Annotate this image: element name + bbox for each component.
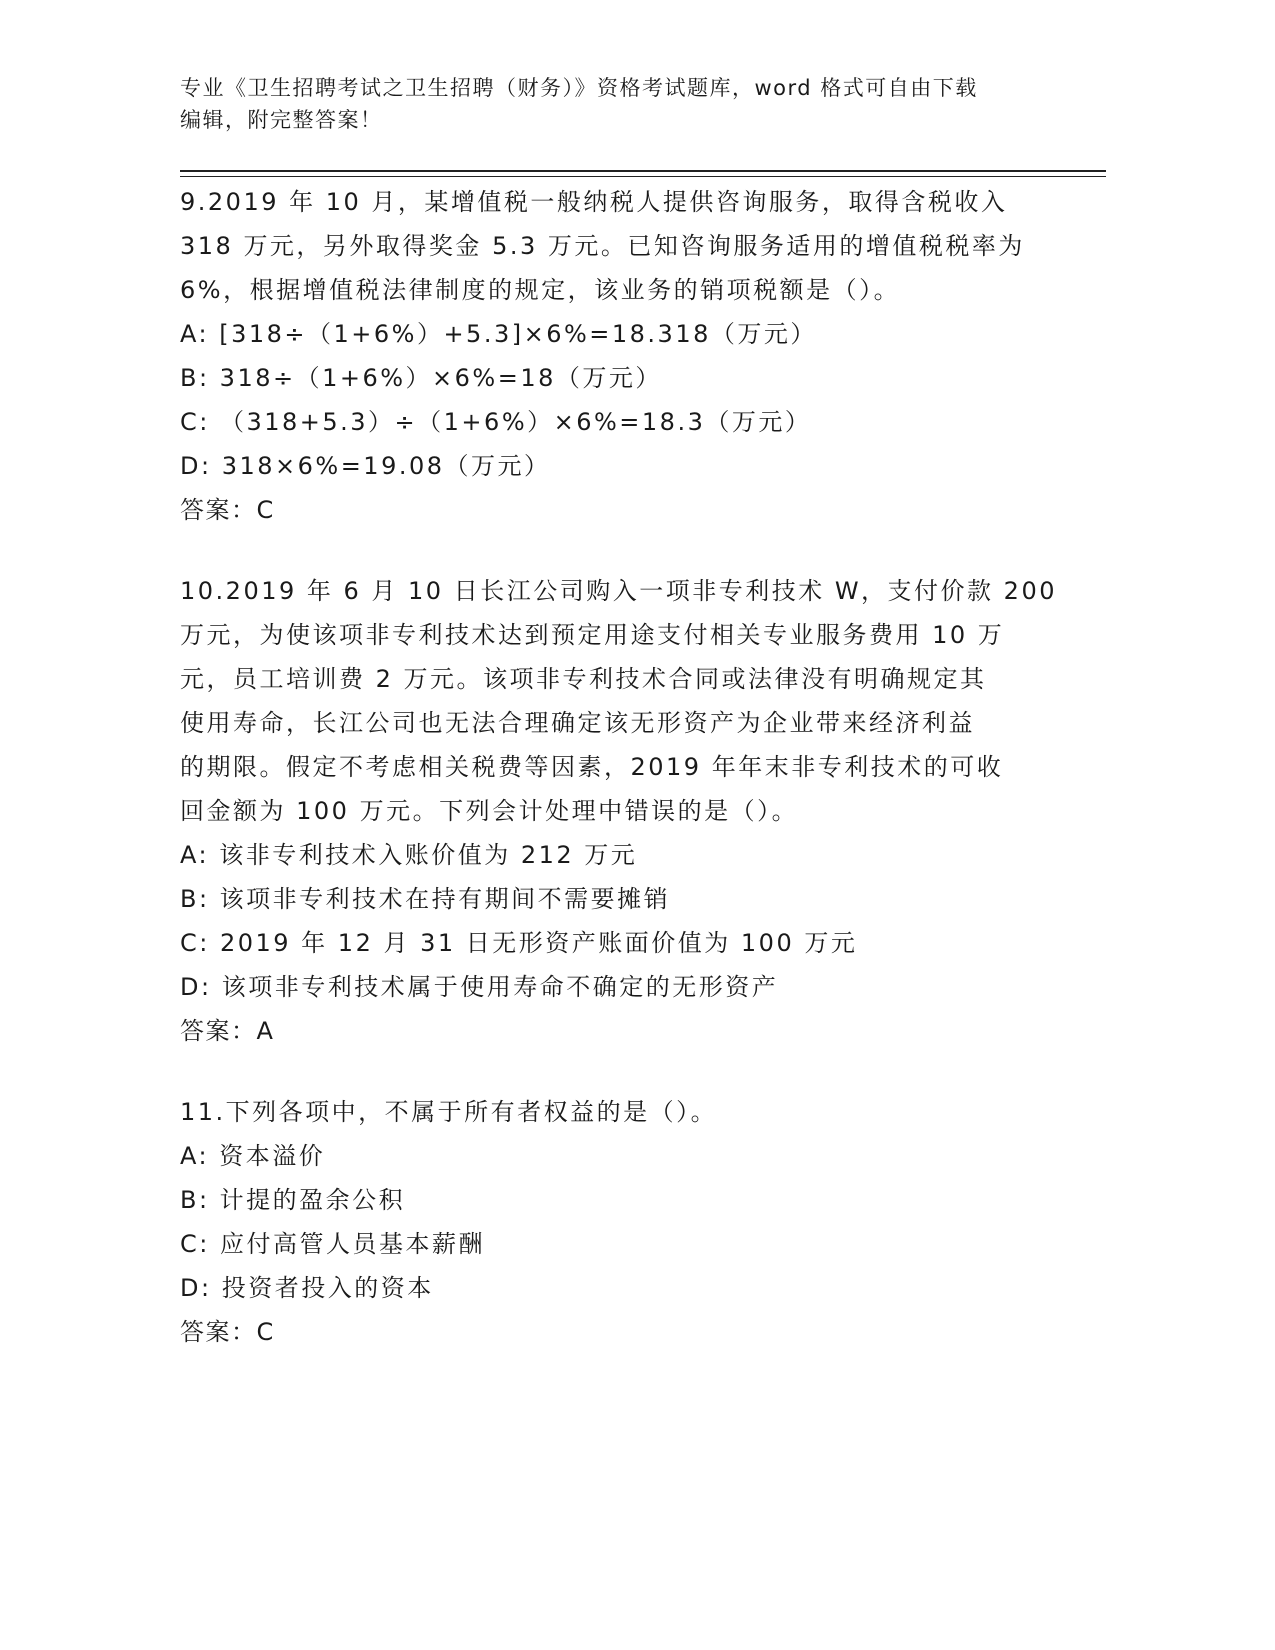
option-c: C: 2019 年 12 月 31 日无形资产账面价值为 100 万元 — [180, 929, 858, 957]
answer-line: 答案：C — [180, 496, 275, 524]
answer-line: 答案：A — [180, 1017, 275, 1045]
question-11 — [180, 1090, 1060, 1354]
option-d: D: 该项非专利技术属于使用寿命不确定的无形资产 — [180, 973, 779, 1001]
question-list — [180, 180, 1060, 1391]
question-stem-line: 万元，为使该项非专利技术达到预定用途支付相关专业服务费用 10 万 — [180, 621, 1005, 649]
question-stem-line: 元，员工培训费 2 万元。该项非专利技术合同或法律没有明确规定其 — [180, 665, 987, 693]
option-d: D: 投资者投入的资本 — [180, 1274, 434, 1302]
header-rule-thick — [180, 170, 1106, 172]
option-d: D: 318×6%=19.08（万元） — [180, 452, 551, 480]
option-c: C: 应付高管人员基本薪酬 — [180, 1230, 485, 1258]
option-b: B: 该项非专利技术在持有期间不需要摊销 — [180, 885, 671, 913]
header-rule-thin — [180, 176, 1106, 177]
question-stem-line: 回金额为 100 万元。下列会计处理中错误的是（）。 — [180, 797, 799, 825]
option-b: B: 计提的盈余公积 — [180, 1186, 406, 1214]
question-stem-line: 使用寿命，长江公司也无法合理确定该无形资产为企业带来经济利益 — [180, 709, 975, 737]
header-line-1: 专业《卫生招聘考试之卫生招聘（财务）》资格考试题库，word 格式可自由下载 — [180, 76, 978, 100]
option-a: A: 资本溢价 — [180, 1142, 326, 1170]
question-stem-line: 318 万元，另外取得奖金 5.3 万元。已知咨询服务适用的增值税税率为 — [180, 232, 1025, 260]
question-stem-line: 6%，根据增值税法律制度的规定，该业务的销项税额是（）。 — [180, 276, 901, 304]
question-stem-line: 10.2019 年 6 月 10 日长江公司购入一项非专利技术 W，支付价款 200 — [180, 577, 1057, 605]
answer-line: 答案：C — [180, 1318, 275, 1346]
option-b: B: 318÷（1+6%）×6%=18（万元） — [180, 364, 662, 392]
question-9 — [180, 180, 1060, 532]
option-a: A: [318÷（1+6%）+5.3]×6%=18.318（万元） — [180, 320, 817, 348]
question-stem-line: 9.2019 年 10 月，某增值税一般纳税人提供咨询服务，取得含税收入 — [180, 188, 1008, 216]
question-stem-line: 的期限。假定不考虑相关税费等因素，2019 年年末非专利技术的可收 — [180, 753, 1004, 781]
document-header — [180, 72, 1060, 136]
header-line-2: 编辑，附完整答案！ — [180, 108, 383, 132]
question-stem-line: 11.下列各项中，不属于所有者权益的是（）。 — [180, 1098, 718, 1126]
option-c: C: （318+5.3）÷（1+6%）×6%=18.3（万元） — [180, 408, 812, 436]
question-10 — [180, 569, 1060, 1053]
option-a: A: 该非专利技术入账价值为 212 万元 — [180, 841, 638, 869]
